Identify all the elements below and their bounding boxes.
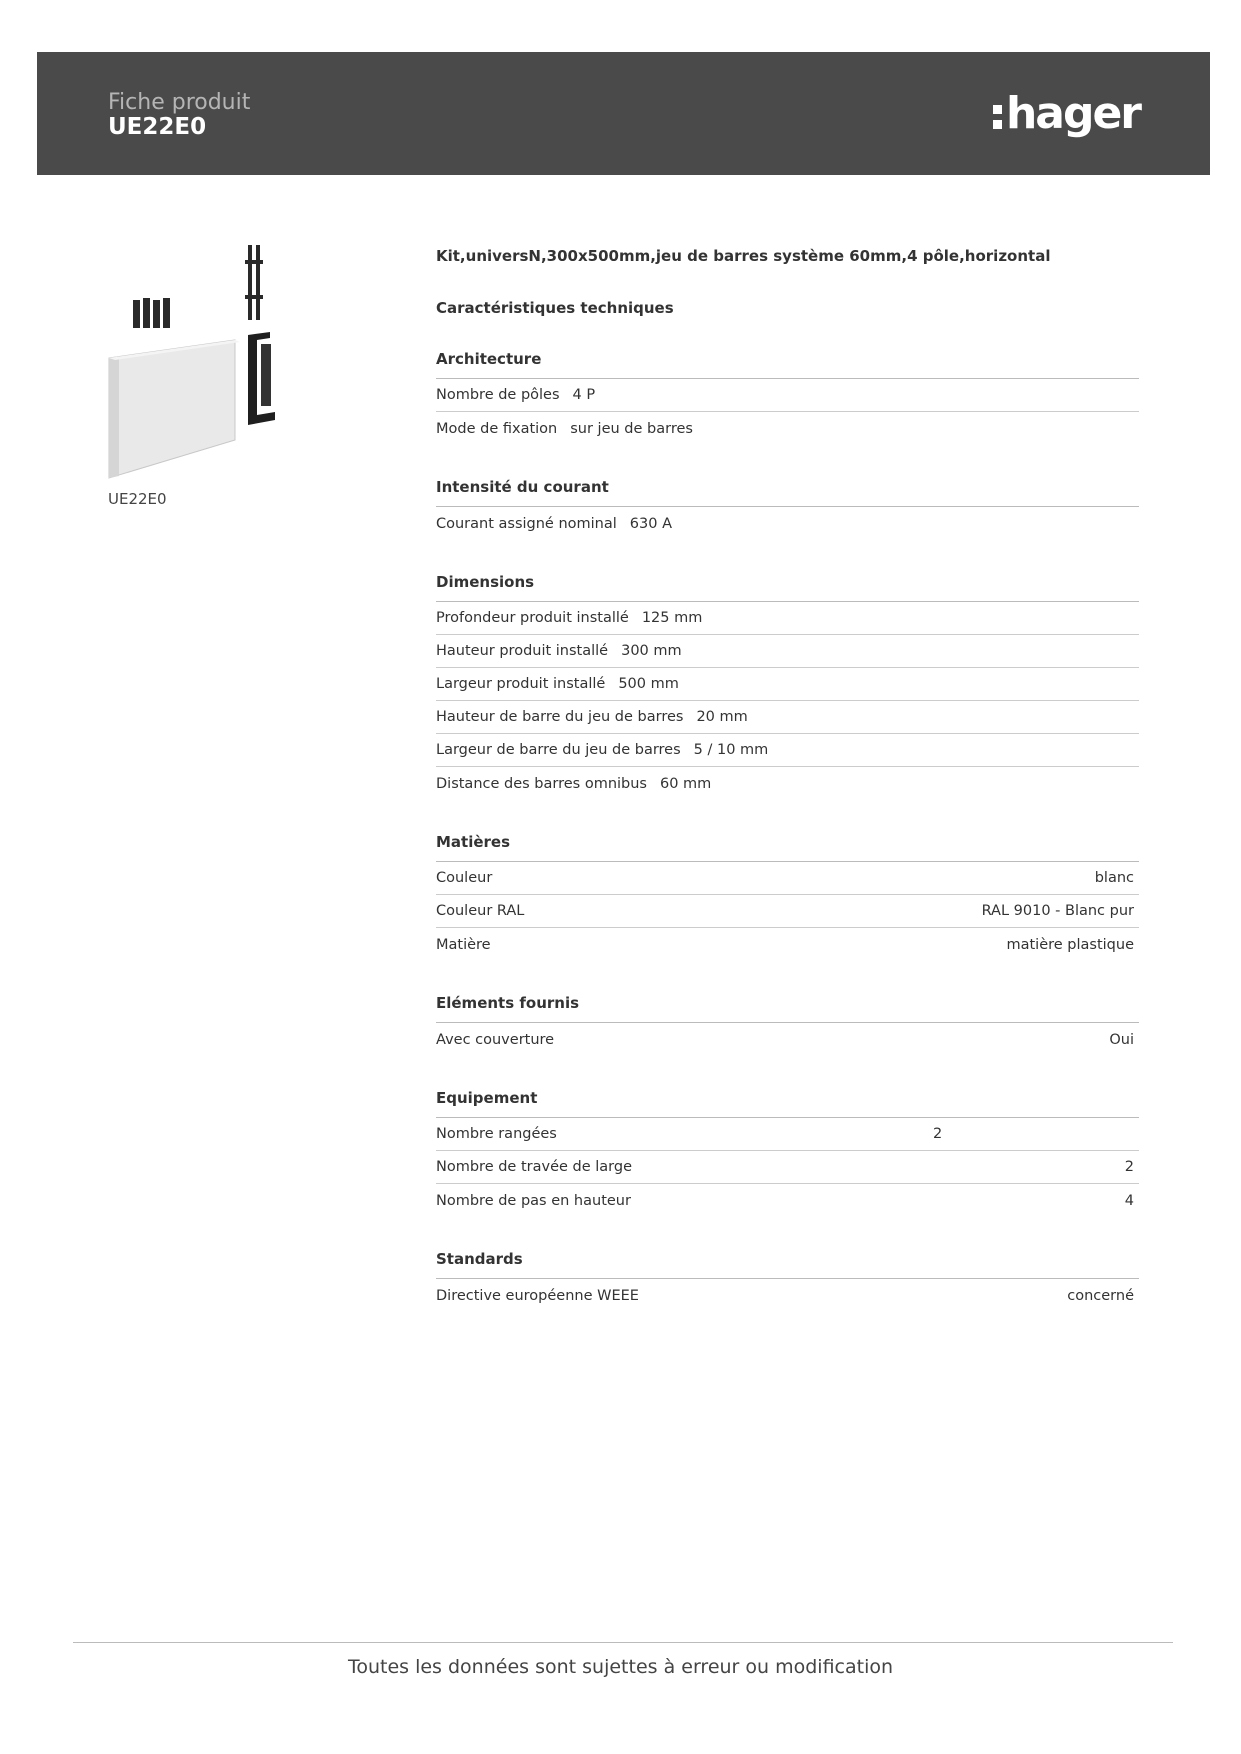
spec-value: 125 mm <box>641 610 703 626</box>
spec-key: Profondeur produit installé <box>436 610 629 626</box>
spec-value: 4 P <box>572 387 596 403</box>
spec-row <box>436 379 1139 412</box>
spec-row <box>436 862 1139 895</box>
spec-key: Nombre de pas en hauteur <box>436 1192 631 1209</box>
image-caption: UE22E0 <box>108 490 167 508</box>
spec-row <box>436 507 1139 540</box>
hager-logo <box>993 86 1140 142</box>
spec-row <box>436 1184 1139 1217</box>
spec-value: 4 <box>1124 1192 1134 1209</box>
spec-row <box>436 1151 1139 1184</box>
spec-value: RAL 9010 - Blanc pur <box>981 903 1134 919</box>
section-intensite <box>436 478 1139 540</box>
spec-key: Nombre de travée de large <box>436 1159 632 1175</box>
spec-key: Couleur RAL <box>436 903 525 919</box>
tech-specs-heading: Caractéristiques techniques <box>436 299 674 317</box>
spec-value: 630 A <box>629 515 673 532</box>
spec-key: Courant assigné nominal <box>436 515 617 532</box>
spec-key: Largeur de barre du jeu de barres <box>436 742 681 758</box>
spec-key: Directive européenne WEEE <box>436 1287 639 1304</box>
spec-value: Oui <box>1109 1031 1134 1048</box>
spec-value: concerné <box>1067 1287 1134 1304</box>
spec-key: Mode de fixation <box>436 420 558 437</box>
product-reference: UE22E0 <box>108 114 207 140</box>
spec-key: Avec couverture <box>436 1031 555 1048</box>
spec-key: Hauteur produit installé <box>436 643 609 659</box>
spec-key: Nombre rangées <box>436 1126 557 1142</box>
section-title: Standards <box>436 1250 1139 1279</box>
spec-key: Hauteur de barre du jeu de barres <box>436 709 684 725</box>
spec-row <box>436 1118 1139 1151</box>
spec-row <box>436 767 1139 800</box>
spec-value: 2 <box>1124 1159 1134 1175</box>
footer-disclaimer: Toutes les données sont sujettes à erreur ou modification <box>347 1656 894 1678</box>
spec-row <box>436 602 1139 635</box>
section-elements <box>436 994 1139 1056</box>
spec-row <box>436 1279 1139 1312</box>
spec-content <box>436 247 1139 1312</box>
header-banner <box>37 52 1210 175</box>
spec-value: 20 mm <box>696 709 748 725</box>
section-title: Dimensions <box>436 573 1139 602</box>
spec-row <box>436 635 1139 668</box>
spec-value: 2 <box>933 1126 943 1142</box>
section-architecture <box>436 350 1139 445</box>
spec-value: matière plastique <box>1006 936 1134 953</box>
section-title: Architecture <box>436 350 1139 379</box>
spec-key: Largeur produit installé <box>436 676 606 692</box>
product-image <box>105 240 305 485</box>
spec-value: 5 / 10 mm <box>693 742 769 758</box>
spec-row <box>436 895 1139 928</box>
spec-key: Matière <box>436 936 491 953</box>
spec-key: Couleur <box>436 870 493 886</box>
section-title: Matières <box>436 833 1139 862</box>
spec-key: Distance des barres omnibus <box>436 775 647 792</box>
spec-row <box>436 734 1139 767</box>
section-title: Equipement <box>436 1089 1139 1118</box>
section-standards <box>436 1250 1139 1312</box>
brand-name: hager <box>1005 88 1140 139</box>
spec-value: sur jeu de barres <box>570 420 693 437</box>
sheet-label: Fiche produit <box>108 90 251 115</box>
spec-value: 300 mm <box>621 643 682 659</box>
spec-key: Nombre de pôles <box>436 387 560 403</box>
section-title: Eléments fournis <box>436 994 1139 1023</box>
section-matieres <box>436 833 1139 961</box>
spec-value: 500 mm <box>618 676 679 692</box>
product-title: Kit,universN,300x500mm,jeu de barres système 60mm,4 pôle,horizontal <box>436 247 1051 265</box>
footer-divider <box>73 1642 1173 1643</box>
spec-row <box>436 668 1139 701</box>
section-dimensions <box>436 573 1139 800</box>
spec-row <box>436 412 1139 445</box>
spec-row <box>436 701 1139 734</box>
spec-value: 60 mm <box>660 775 712 792</box>
section-equipement <box>436 1089 1139 1217</box>
spec-row <box>436 928 1139 961</box>
section-title: Intensité du courant <box>436 478 1139 507</box>
spec-value: blanc <box>1094 870 1134 886</box>
logo-dots-icon <box>993 105 1002 129</box>
spec-row <box>436 1023 1139 1056</box>
